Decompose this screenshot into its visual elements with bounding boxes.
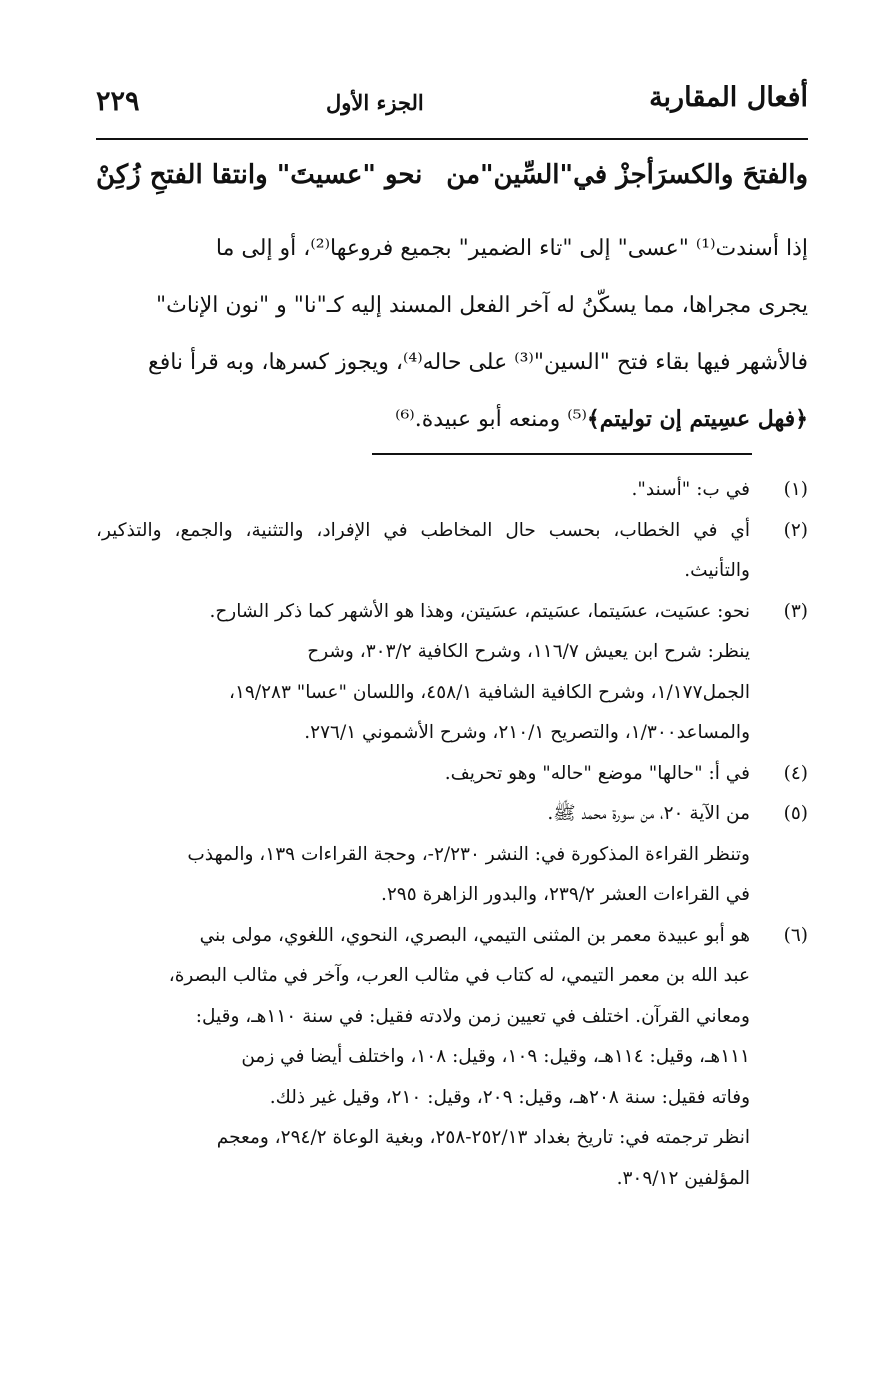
footnote-text [96, 592, 750, 754]
footnote-1 [96, 470, 808, 511]
footnote-line: في أ: "حالها" موضع "حاله" وهو تحريف. [444, 762, 750, 784]
footnote-line: ينظر: شرح ابن يعيش ١١٦/٧، وشرح الكافية ٣٠٣/٢، وشرح [307, 641, 750, 662]
footnote-line: أي في الخطاب، بحسب حال المخاطب في الإفراد، والتثنية، والجمع، والتذكير، والتأنيث. [96, 519, 750, 581]
footnote-4 [96, 754, 808, 795]
footnote-line: في القراءات العشر ٢٣٩/٢، والبدور الزاهرة ٢٩٥. [380, 884, 750, 905]
footnote-number: (٢) [783, 519, 808, 541]
page-number: ٢٢٩ [96, 86, 140, 117]
chapter-title: أفعال المقاربة [649, 82, 808, 113]
footnote-text [96, 916, 750, 1200]
footnote-line: وفاته فقيل: سنة ٢٠٨هـ، وقيل: ٢٠٩، وقيل: ٢١٠، وقيل غير ذلك. [269, 1086, 750, 1108]
footnote-line: ومعاني القرآن. اختلف في تعيين زمن ولادته فقيل: في سنة ١١٠هـ، وقيل: [195, 1005, 750, 1027]
footnote-line: عبد الله بن معمر التيمي، له كتاب في مثالب العرب، وآخر في مثالب البصرة، [168, 965, 750, 986]
verse-line [96, 160, 808, 214]
footnote-number: (٣) [783, 600, 808, 622]
footnote-line: وتنظر القراءة المذكورة في: النشر ٢/٢٣٠-، وحجة القراءات ١٣٩، والمهذب [187, 843, 750, 865]
footnote-number: (٤) [783, 762, 808, 784]
running-header [96, 78, 808, 140]
footnote-5 [96, 794, 808, 916]
footnote-6 [96, 916, 808, 1200]
footnote-number: (٦) [783, 924, 808, 946]
footnote-line: المؤلفين ٣٠٩/١٢. [616, 1167, 750, 1189]
footnote-text [96, 511, 750, 592]
footnote-divider [372, 453, 752, 455]
footnote-line: ١١١هـ، وقيل: ١١٤هـ، وقيل: ١٠٩، وقيل: ١٠٨، واختلف أيضا في زمن [241, 1046, 750, 1067]
main-text [96, 220, 808, 448]
verse-hemistich-left: نحو "عسيتَ" وانتقا الفتحِ زُكِنْ [96, 160, 423, 190]
main-text-line [96, 391, 808, 448]
footnote-number: (٥) [783, 803, 808, 824]
footnote-line: الجمل١/١٧٧، وشرح الكافية الشافية ٤٥٨/١، واللسان "عسا" ١٩/٢٨٣، [228, 681, 750, 703]
main-text-line: يجرى مجراها، مما يسكّنُ له آخر الفعل المسند إليه كـ"نا" و "نون الإناث" [156, 293, 808, 318]
footnotes [96, 470, 808, 1199]
footnote-2 [96, 511, 808, 592]
footnote-number: (١) [783, 479, 808, 500]
footnote-3 [96, 592, 808, 754]
main-text-rest: ⁽⁵⁾ ومنعه أبو عبيدة.⁽⁶⁾ [395, 407, 587, 432]
footnote-line: هو أبو عبيدة معمر بن المثنى التيمي، البصري، النحوي، اللغوي، مولى بني [199, 924, 750, 946]
volume-label: الجزء الأول [326, 90, 424, 115]
footnote-text [96, 470, 750, 511]
quran-quote: ﴿فهل عسِيتم إن توليتم﴾ [586, 406, 808, 432]
footnote-line: انظر ترجمته في: تاريخ بغداد ٢٥٢/١٣-٢٥٨، وبغية الوعاة ٢٩٤/٢، ومعجم [216, 1127, 750, 1148]
footnote-text [96, 754, 750, 795]
footnote-text [96, 794, 750, 916]
verse-hemistich-right: والفتحَ والكسرَأجزْ في"السِّين"من [446, 160, 808, 190]
footnote-line: من الآية ٢٠، من سورة محمد ﷺ. [547, 803, 750, 824]
footnote-line: نحو: عسَيت، عسَيتما، عسَيتم، عسَيتن، وهذا هو الأشهر كما ذكر الشارح. [209, 600, 750, 622]
main-text-line: فالأشهر فيها بقاء فتح "السين"⁽³⁾ على حاله⁽⁴⁾، ويجوز كسرها، وبه قرأ نافع [148, 350, 808, 375]
footnote-line: في ب: "أسند". [631, 479, 750, 500]
footnote-line: والمساعد١/٣٠٠، والتصريح ٢١٠/١، وشرح الأشموني ٢٧٦/١. [304, 722, 750, 743]
main-text-line: إذا أسندت⁽¹⁾ "عسى" إلى "تاء الضمير" بجميع فروعها⁽²⁾، أو إلى ما [215, 236, 808, 261]
